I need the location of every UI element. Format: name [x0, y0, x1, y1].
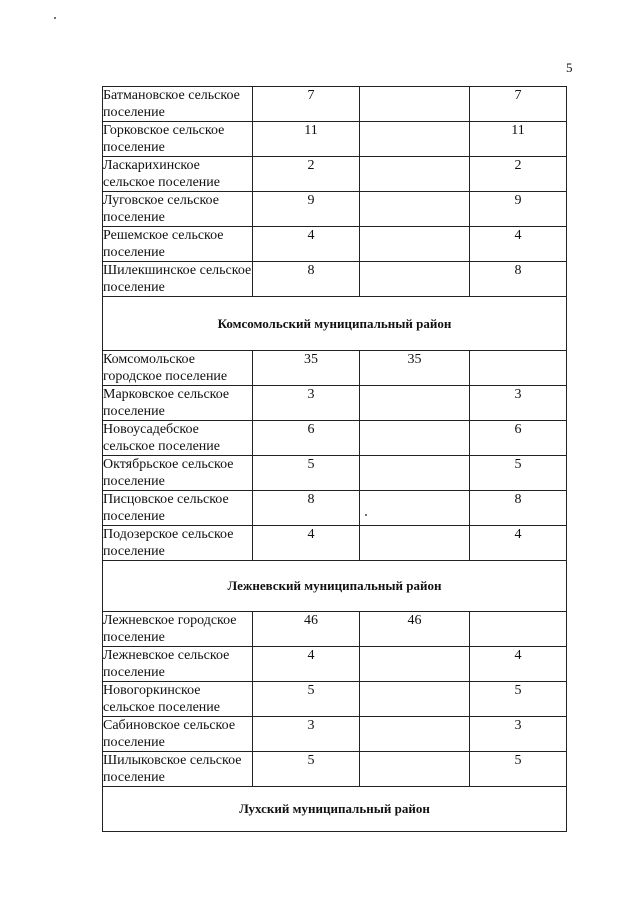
total-count: 7 [253, 87, 360, 122]
table-row [103, 717, 567, 752]
rural-count: 9 [470, 192, 567, 227]
settlements-table [102, 86, 567, 832]
urban-count [360, 157, 470, 192]
settlement-name: Комсомольское городское поселение [103, 351, 253, 386]
district-header-row [103, 787, 567, 832]
rural-count: 4 [470, 647, 567, 682]
total-count: 3 [253, 717, 360, 752]
table-row [103, 526, 567, 561]
settlement-name: Ласкарихинское сельское поселение [103, 157, 253, 192]
urban-count [360, 421, 470, 456]
table-row [103, 262, 567, 297]
district-header-row [103, 561, 567, 612]
urban-count: 46 [360, 612, 470, 647]
rural-count: 6 [470, 421, 567, 456]
table-row [103, 351, 567, 386]
settlement-name: Шилекшинское сельское поселение [103, 263, 252, 295]
total-count: 4 [253, 526, 360, 561]
table-row [103, 752, 567, 787]
table-row [103, 87, 567, 122]
settlement-name: Шилыковское сельское поселение [103, 752, 253, 787]
table-row [103, 192, 567, 227]
rural-count: 11 [470, 122, 567, 157]
total-count: 5 [253, 456, 360, 491]
urban-count [360, 262, 470, 297]
page-number: 5 [566, 60, 573, 75]
total-count: 4 [253, 227, 360, 262]
urban-count [360, 386, 470, 421]
settlement-name: Новогоркинское сельское поселение [103, 682, 253, 717]
rural-count: 2 [470, 157, 567, 192]
settlement-name: Подозерское сельское поселение [103, 526, 253, 561]
settlement-name: Батмановское сельское поселение [103, 87, 253, 122]
table-row [103, 157, 567, 192]
table-row [103, 491, 567, 526]
settlement-name: Марковское сельское поселение [103, 386, 253, 421]
scan-speck [54, 17, 56, 19]
table-row [103, 227, 567, 262]
total-count: 8 [253, 491, 360, 526]
urban-count [360, 227, 470, 262]
rural-count: 7 [470, 87, 567, 122]
total-count: 9 [253, 192, 360, 227]
rural-count: 4 [470, 526, 567, 561]
total-count: 2 [253, 157, 360, 192]
urban-count [360, 456, 470, 491]
settlement-name: Октябрьское сельское поселение [103, 456, 253, 491]
settlement-name: Сабиновское сельское поселение [103, 717, 253, 752]
rural-count [470, 612, 567, 647]
settlement-name: Лежневское сельское поселение [103, 647, 253, 682]
total-count: 4 [253, 647, 360, 682]
total-count: 46 [253, 612, 360, 647]
settlement-name: Горковское сельское поселение [103, 122, 253, 157]
rural-count: 3 [470, 717, 567, 752]
rural-count: 4 [470, 227, 567, 262]
rural-count: 5 [470, 682, 567, 717]
urban-count [360, 647, 470, 682]
district-title: Комсомольский муниципальный район [103, 297, 567, 351]
rural-count: 8 [470, 491, 567, 526]
total-count: 6 [253, 421, 360, 456]
table-row [103, 456, 567, 491]
urban-count: 35 [360, 351, 470, 386]
settlement-name: Писцовское сельское поселение [103, 491, 253, 526]
rural-count: 5 [470, 752, 567, 787]
settlement-name: Луговское сельское поселение [103, 192, 253, 227]
district-title: Лежневский муниципальный район [103, 561, 567, 612]
total-count: 5 [253, 752, 360, 787]
table-row [103, 386, 567, 421]
rural-count: 8 [470, 262, 567, 297]
total-count: 35 [253, 351, 360, 386]
urban-count [360, 122, 470, 157]
total-count: 11 [253, 122, 360, 157]
total-count: 5 [253, 682, 360, 717]
table-row [103, 421, 567, 456]
table-row [103, 612, 567, 647]
urban-count [360, 682, 470, 717]
urban-count [360, 491, 470, 526]
urban-count [360, 192, 470, 227]
urban-count [360, 87, 470, 122]
table-row [103, 122, 567, 157]
district-header-row [103, 297, 567, 351]
urban-count [360, 526, 470, 561]
district-title: Лухский муниципальный район [103, 787, 567, 832]
total-count: 3 [253, 386, 360, 421]
urban-count [360, 752, 470, 787]
total-count: 8 [253, 262, 360, 297]
settlement-name: Решемское сельское поселение [103, 227, 253, 262]
rural-count: 3 [470, 386, 567, 421]
settlement-name: Лежневское городское поселение [103, 612, 253, 647]
rural-count [470, 351, 567, 386]
table-row [103, 647, 567, 682]
table-row [103, 682, 567, 717]
rural-count: 5 [470, 456, 567, 491]
urban-count [360, 717, 470, 752]
settlement-name: Новоусадебское сельское поселение [103, 421, 253, 456]
